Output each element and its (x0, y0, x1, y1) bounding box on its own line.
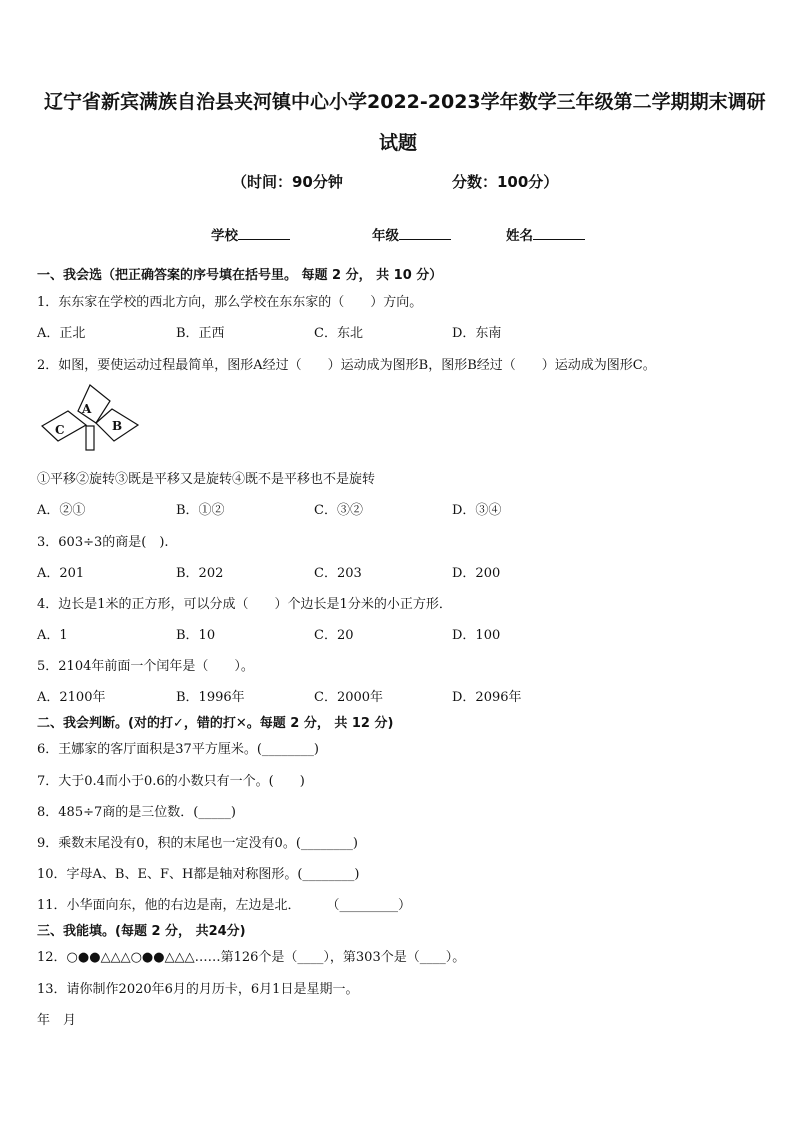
question-3: 3．603÷3的商是( ). (37, 535, 169, 550)
q1-option-d: D．东南 (452, 326, 502, 341)
q5-option-a: A．2100年 (37, 690, 106, 705)
name-blank (533, 227, 585, 240)
question-5: 5．2104年前面一个闰年是（ ）。 (37, 659, 254, 674)
calendar-caption: 年 月 (37, 1013, 77, 1028)
section2-heading: 二、我会判断。(对的打✓，错的打✕。每题 2 分， 共 12 分) (37, 716, 394, 731)
section3-heading: 三、我能填。(每题 2 分， 共24分) (37, 924, 246, 939)
q4-option-a: A．1 (37, 628, 68, 643)
q5-option-b: B．1996年 (176, 690, 245, 705)
rectangle-stem (86, 426, 94, 450)
page-title-line2: 试题 (379, 132, 418, 154)
name-label: 姓名 (506, 228, 533, 244)
q2-option-b: B．①② (176, 503, 225, 518)
q3-option-d: D．200 (452, 566, 501, 581)
q5-option-d: D．2096年 (452, 690, 522, 705)
school-blank (238, 227, 290, 240)
q4-option-b: B．10 (176, 628, 216, 643)
grade-field (372, 224, 451, 244)
q4-option-c: C．20 (314, 628, 354, 643)
question-13: 13．请你制作2020年6月的月历卡，6月1日是星期一。 (37, 982, 359, 997)
question-9: 9．乘数末尾没有0，积的末尾也一定没有0。(________) (37, 836, 358, 851)
q1-option-c: C．东北 (314, 326, 363, 341)
question-4: 4．边长是1米的正方形，可以分成（ ）个边长是1分米的小正方形． (37, 597, 452, 612)
question-1: 1．东东家在学校的西北方向，那么学校在东东家的（ ）方向。 (37, 295, 423, 310)
school-field (211, 224, 290, 244)
q2-option-a: A．②① (37, 503, 86, 518)
question-7: 7．大于0.4而小于0.6的小数只有一个。( ) (37, 774, 305, 789)
school-label: 学校 (211, 228, 238, 244)
question-6: 6．王娜家的客厅面积是37平方厘米。(________) (37, 742, 319, 757)
q2-figure (38, 380, 142, 456)
q1-option-a: A．正北 (37, 326, 86, 341)
question-8: 8．485÷7商的是三位数．(_____) (37, 805, 236, 820)
label-a: A (82, 402, 92, 416)
exam-time: （时间：90分钟 (232, 173, 343, 191)
q3-option-c: C．203 (314, 566, 362, 581)
q1-option-b: B．正西 (176, 326, 225, 341)
q2-option-d: D．③④ (452, 503, 502, 518)
question-12: 12．○●●△△△○●●△△△……第126个是（____），第303个是（____）。 (37, 950, 466, 965)
name-field (506, 224, 585, 244)
exam-score: 分数：100分） (452, 173, 559, 191)
label-b: B (112, 419, 123, 433)
label-c: C (55, 423, 65, 437)
question-10: 10．字母A、B、E、F、H都是轴对称图形。(________) (37, 867, 360, 882)
question-2: 2．如图，要使运动过程最简单，图形A经过（ ）运动成为图形B，图形B经过（ ）运动成为图形C。 (37, 358, 656, 373)
grade-label: 年级 (372, 228, 399, 244)
q4-option-d: D．100 (452, 628, 501, 643)
q5-option-c: C．2000年 (314, 690, 384, 705)
q3-option-a: A．201 (37, 566, 85, 581)
q3-option-b: B．202 (176, 566, 224, 581)
grade-blank (399, 227, 451, 240)
section1-heading: 一、我会选（把正确答案的序号填在括号里。 每题 2 分， 共 10 分） (37, 268, 443, 283)
question-11: 11．小华面向东，他的右边是南，左边是北． （_________） (37, 898, 412, 913)
q2-choices: ①平移②旋转③既是平移又是旋转④既不是平移也不是旋转 (37, 472, 376, 487)
q2-option-c: C．③② (314, 503, 363, 518)
page-title-line1: 辽宁省新宾满族自治县夹河镇中心小学2022-2023学年数学三年级第二学期期末调研 (44, 91, 766, 113)
